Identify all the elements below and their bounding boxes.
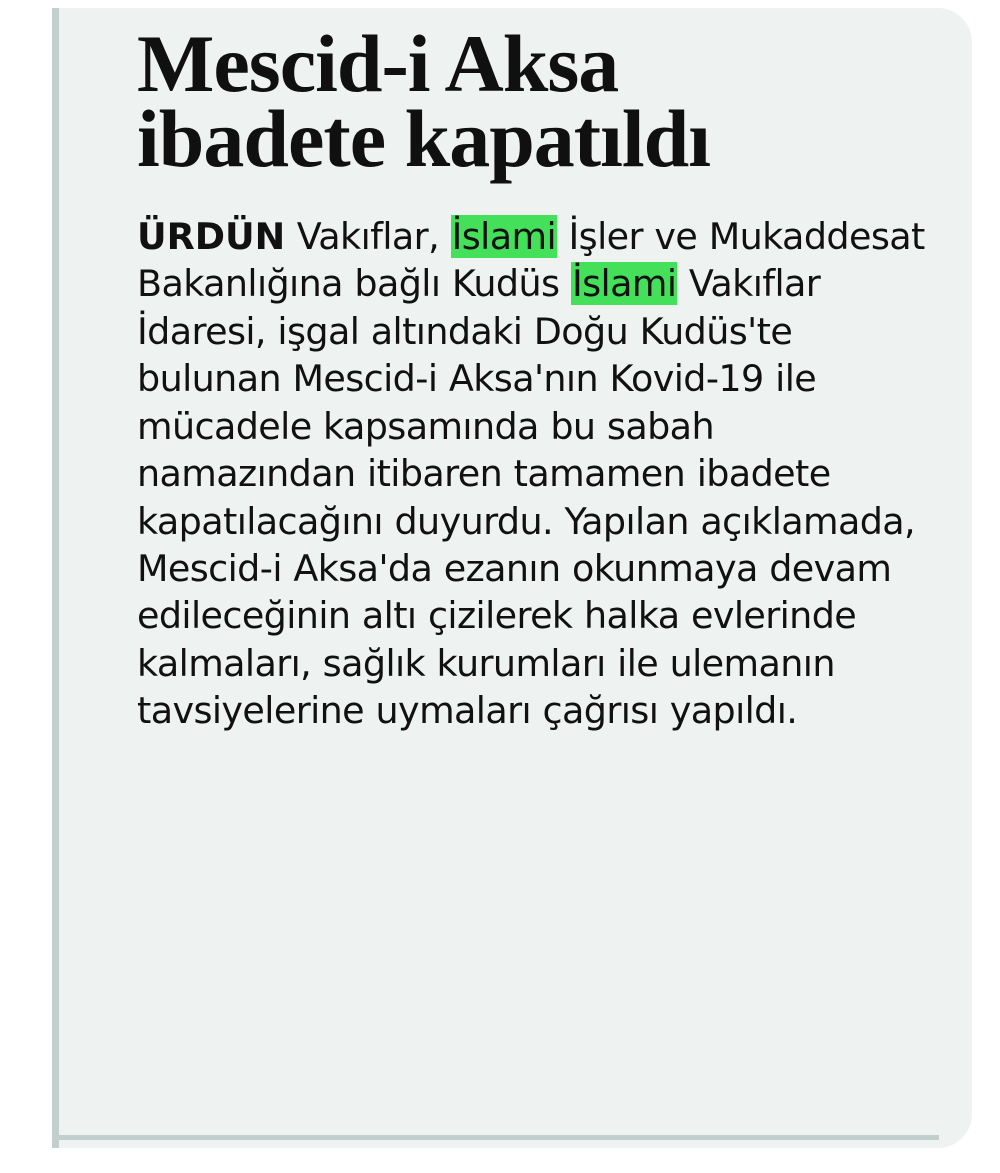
body-segment-2: İşler ve Mukaddesat Bakanlığına bağlı Kudüs [137, 214, 925, 306]
highlight-term-2: İslami [571, 262, 677, 306]
headline-line-1: Mescid-i Aksa [137, 18, 619, 109]
headline-line-2: ibadete kapatıldı [137, 93, 711, 185]
page-title [137, 18, 937, 185]
article-body [137, 177, 937, 735]
dateline: ÜRDÜN [137, 214, 286, 258]
left-border-rule [52, 8, 59, 1148]
body-segment-1: Vakıflar, [285, 214, 451, 258]
body-segment-3: Vakıflar İdaresi, işgal altındaki Doğu Kudüs'te bulunan Mescid-i Aksa'nın Kovid-19 ile mücadele kapsamında bu sabah namazından itibaren tamamen ibadete kapatılacağını duyurdu. Yapılan açıklamada, Mescid-i Aksa'da ezanın okunmaya devam edileceğinin altı çizilerek halka evlerinde kalmaları, sağlık kurumları ile ulemanın tavsiyelerine uymaları çağrısı yapıldı. [137, 262, 916, 733]
article-content [137, 18, 937, 735]
highlight-term-1: İslami [451, 214, 556, 258]
newspaper-clipping [52, 8, 972, 1148]
bottom-border-rule [59, 1135, 939, 1140]
